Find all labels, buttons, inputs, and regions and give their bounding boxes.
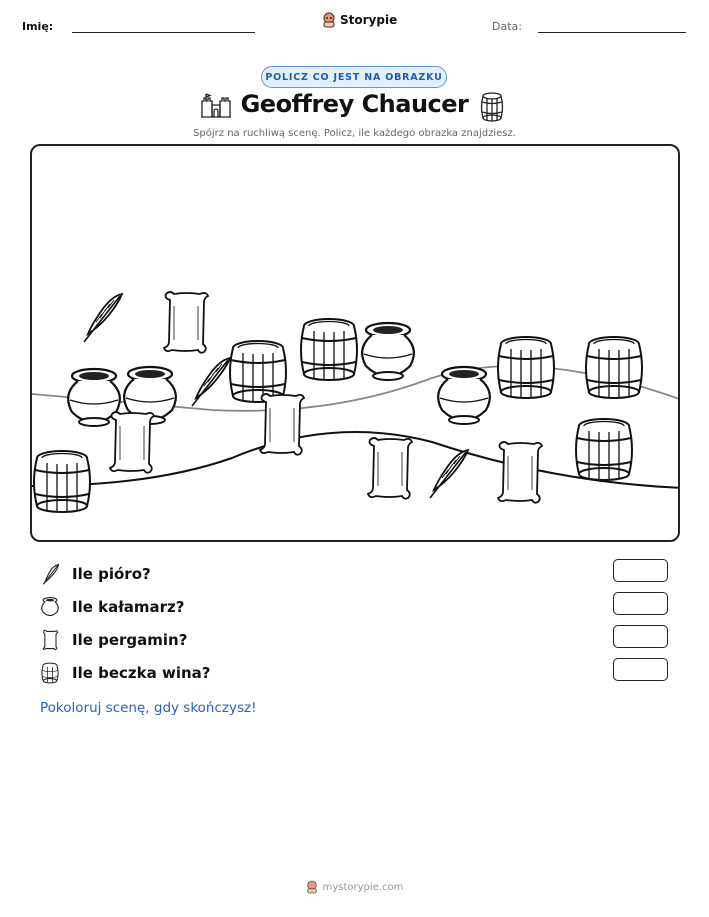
storypie-mascot-icon <box>322 12 336 28</box>
question-quill <box>38 561 151 587</box>
brand-name: Storypie <box>340 13 398 27</box>
barrel-1 <box>230 341 286 402</box>
answer-box-quill[interactable] <box>613 559 668 582</box>
name-field[interactable] <box>72 32 255 33</box>
barrel-6 <box>34 451 90 512</box>
parchment-3 <box>260 394 304 455</box>
parchment-5 <box>498 442 542 503</box>
barrel-3 <box>498 337 554 398</box>
inkwell-4 <box>438 367 490 424</box>
question-parchment <box>38 627 187 653</box>
quill-icon <box>38 561 62 587</box>
parchment-icon <box>38 627 62 653</box>
date-label: Data: <box>492 20 522 33</box>
question-barrel <box>38 660 210 686</box>
question-inkwell <box>38 594 185 620</box>
parchment-4 <box>368 438 412 499</box>
scene-drawing <box>32 146 680 542</box>
barrel-icon <box>479 92 505 122</box>
answer-box-parchment[interactable] <box>613 625 668 648</box>
question-text: Ile pióro? <box>72 565 151 583</box>
storypie-mascot-icon <box>306 880 318 894</box>
page-title: Geoffrey Chaucer <box>240 90 469 118</box>
inkwell-3 <box>362 323 414 380</box>
name-label: Imię: <box>22 20 54 33</box>
barrel-5 <box>576 419 632 480</box>
footer <box>0 880 709 894</box>
parchment-1 <box>164 292 208 353</box>
quill-1 <box>84 294 122 342</box>
coloring-instruction: Pokoloruj scenę, gdy skończysz! <box>40 700 257 716</box>
parchment-2 <box>110 412 154 473</box>
answer-box-inkwell[interactable] <box>613 592 668 615</box>
quill-3 <box>430 450 468 498</box>
instructions: Spójrz na ruchliwą scenę. Policz, ile każdego obrazka znajdziesz. <box>193 128 516 139</box>
brand-logo <box>322 12 397 28</box>
quill-2 <box>192 358 230 406</box>
barrel-2 <box>301 319 357 380</box>
answer-box-barrel[interactable] <box>613 658 668 681</box>
question-text: Ile pergamin? <box>72 631 188 649</box>
barrel-4 <box>586 337 642 398</box>
activity-badge: POLICZ CO JEST NA OBRAZKU <box>261 66 447 88</box>
question-text: Ile beczka wina? <box>72 664 211 682</box>
question-text: Ile kałamarz? <box>72 598 185 616</box>
date-field[interactable] <box>538 32 686 33</box>
inkwell-icon <box>38 594 62 620</box>
counting-scene <box>30 144 680 542</box>
footer-url[interactable]: mystorypie.com <box>322 881 404 893</box>
barrel-icon <box>38 660 62 686</box>
